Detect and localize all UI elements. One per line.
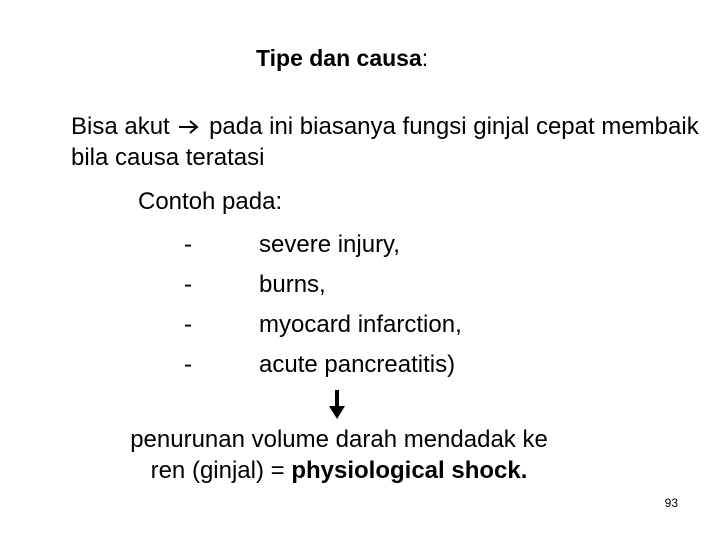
list-label: severe injury, bbox=[259, 231, 400, 258]
result-normal: penurunan volume darah mendadak ke ren (ginjal) = bbox=[130, 426, 548, 484]
slide-title-text: Tipe dan causa bbox=[256, 45, 422, 71]
result-bold: physiological shock. bbox=[291, 457, 528, 484]
list-dash: - bbox=[184, 231, 192, 258]
slide-title-suffix: : bbox=[421, 45, 429, 71]
list-dash: - bbox=[184, 271, 192, 298]
down-arrow-icon bbox=[328, 390, 346, 420]
intro-paragraph bbox=[71, 111, 701, 173]
slide-title bbox=[256, 44, 428, 72]
list-dash: - bbox=[184, 311, 192, 338]
list-label: myocard infarction, bbox=[259, 311, 462, 338]
intro-before-arrow: Bisa akut bbox=[71, 113, 170, 140]
list-label: burns, bbox=[259, 271, 326, 298]
page-number: 93 bbox=[664, 496, 678, 510]
examples-label: Contoh pada: bbox=[138, 188, 283, 215]
right-arrow-icon bbox=[178, 111, 200, 142]
result-text bbox=[110, 424, 568, 486]
intro-after-arrow: pada ini biasanya fungsi ginjal cepat membaik bila causa teratasi bbox=[71, 113, 699, 171]
list-dash: - bbox=[184, 351, 192, 378]
list-label: acute pancreatitis) bbox=[259, 351, 456, 378]
